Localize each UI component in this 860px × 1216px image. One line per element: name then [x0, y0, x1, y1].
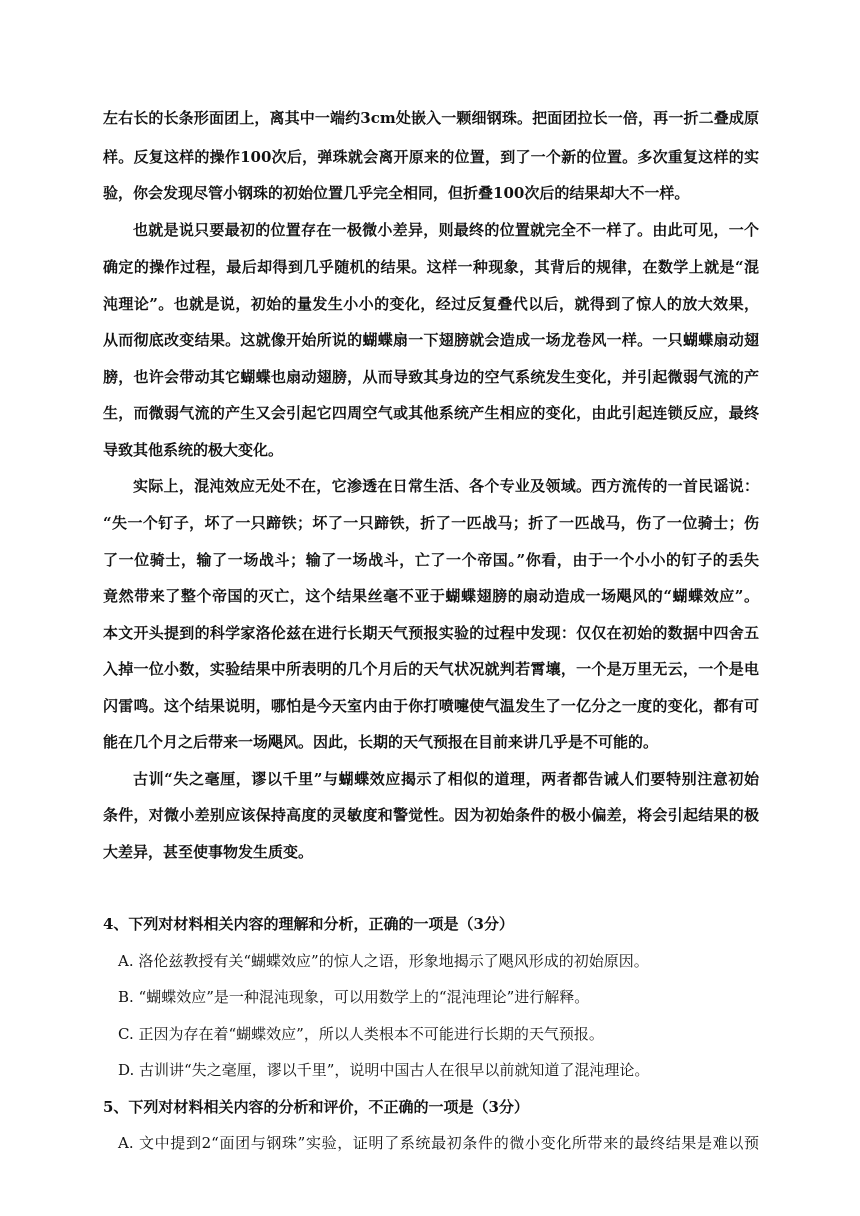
passage-line: 了一位骑士，输了一场战斗；输了一场战斗，亡了一个帝国。”你看，由于一个小小的钉子的丢失: [103, 551, 759, 569]
passage-line: 入掉一位小数，实验结果中所表明的几个月后的天气状况就判若霄壤，一个是万里无云，一个是电: [103, 660, 759, 678]
passage-line: 导致其他系统的极大变化。: [103, 441, 284, 459]
question-5-stem: 5、下列对材料相关内容的分析和评价，不正确的一项是（3分）: [103, 1098, 529, 1116]
passage-line: 能在几个月之后带来一场飓风。因此，长期的天气预报在目前来讲几乎是不可能的。: [103, 733, 659, 751]
question-4-option-b: B. “蝴蝶效应”是一种混沌现象，可以用数学上的“混沌理论”进行解释。: [118, 988, 590, 1006]
question-4-stem: 4、下列对材料相关内容的理解和分析，正确的一项是（3分）: [103, 915, 514, 933]
passage-line: 生，而微弱气流的产生又会引起它四周空气或其他系统产生相应的变化，由此引起连锁反应，最终: [103, 404, 759, 422]
question-4-option-c: C. 正因为存在着“蝴蝶效应”，所以人类根本不可能进行长期的天气预报。: [118, 1025, 604, 1043]
question-5-option-a: A. 文中提到2“面团与钢珠”实验，证明了系统最初条件的微小变化所带来的最终结果是难以预: [118, 1134, 759, 1152]
question-4-option-d: D. 古训讲“失之毫厘，谬以千里”，说明中国古人在很早以前就知道了混沌理论。: [118, 1061, 650, 1079]
passage-line: 古训“失之毫厘，谬以千里”与蝴蝶效应揭示了相似的道理，两者都告诫人们要特别注意初始: [133, 770, 759, 788]
passage-line: 膀，也许会带动其它蝴蝶也扇动翅膀，从而导致其身边的空气系统发生变化，并引起微弱气流的产: [103, 368, 759, 386]
passage-line: 从而彻底改变结果。这就像开始所说的蝴蝶扇一下翅膀就会造成一场龙卷风一样。一只蝴蝶扇动翅: [103, 331, 759, 349]
passage-line: 大差异，甚至使事物发生质变。: [103, 843, 314, 861]
passage-line: 闪雷鸣。这个结果说明，哪怕是今天室内由于你打喷嚏使气温发生了一亿分之一度的变化，都有可: [103, 697, 759, 715]
passage-line: 验，你会发现尽管小钢珠的初始位置几乎完全相同，但折叠100次后的结果却大不一样。: [103, 184, 690, 202]
passage-line: “失一个钉子，坏了一只蹄铁；坏了一只蹄铁，折了一匹战马；折了一匹战马，伤了一位骑士；伤: [103, 514, 759, 532]
passage-line: 样。反复这样的操作100次后，弹珠就会离开原来的位置，到了一个新的位置。多次重复这样的实: [103, 148, 759, 166]
passage-line: 实际上，混沌效应无处不在，它渗透在日常生活、各个专业及领域。西方流传的一首民谣说：: [133, 477, 759, 495]
passage-line: 左右长的长条形面团上，离其中一端约3cm处嵌入一颗细钢珠。把面团拉长一倍，再一折二叠成原: [103, 109, 759, 127]
passage-line: 本文开头提到的科学家洛伦兹在进行长期天气预报实验的过程中发现：仅仅在初始的数据中四舍五: [103, 624, 759, 642]
passage-line: 条件，对微小差别应该保持高度的灵敏度和警觉性。因为初始条件的极小偏差，将会引起结果的极: [103, 806, 759, 824]
passage-line: 也就是说只要最初的位置存在一极微小差异，则最终的位置就完全不一样了。由此可见，一个: [133, 221, 759, 239]
passage-line: 沌理论”。也就是说，初始的量发生小小的变化，经过反复叠代以后，就得到了惊人的放大效果，: [103, 295, 759, 313]
question-4-option-a: A. 洛伦兹教授有关“蝴蝶效应”的惊人之语，形象地揭示了飓风形成的初始原因。: [118, 952, 649, 970]
passage-line: 确定的操作过程，最后却得到几乎随机的结果。这样一种现象，其背后的规律，在数学上就是“混: [103, 258, 759, 276]
passage-line: 竟然带来了整个帝国的灭亡，这个结果丝毫不亚于蝴蝶翅膀的扇动造成一场飓风的“蝴蝶效应”。: [103, 587, 759, 605]
